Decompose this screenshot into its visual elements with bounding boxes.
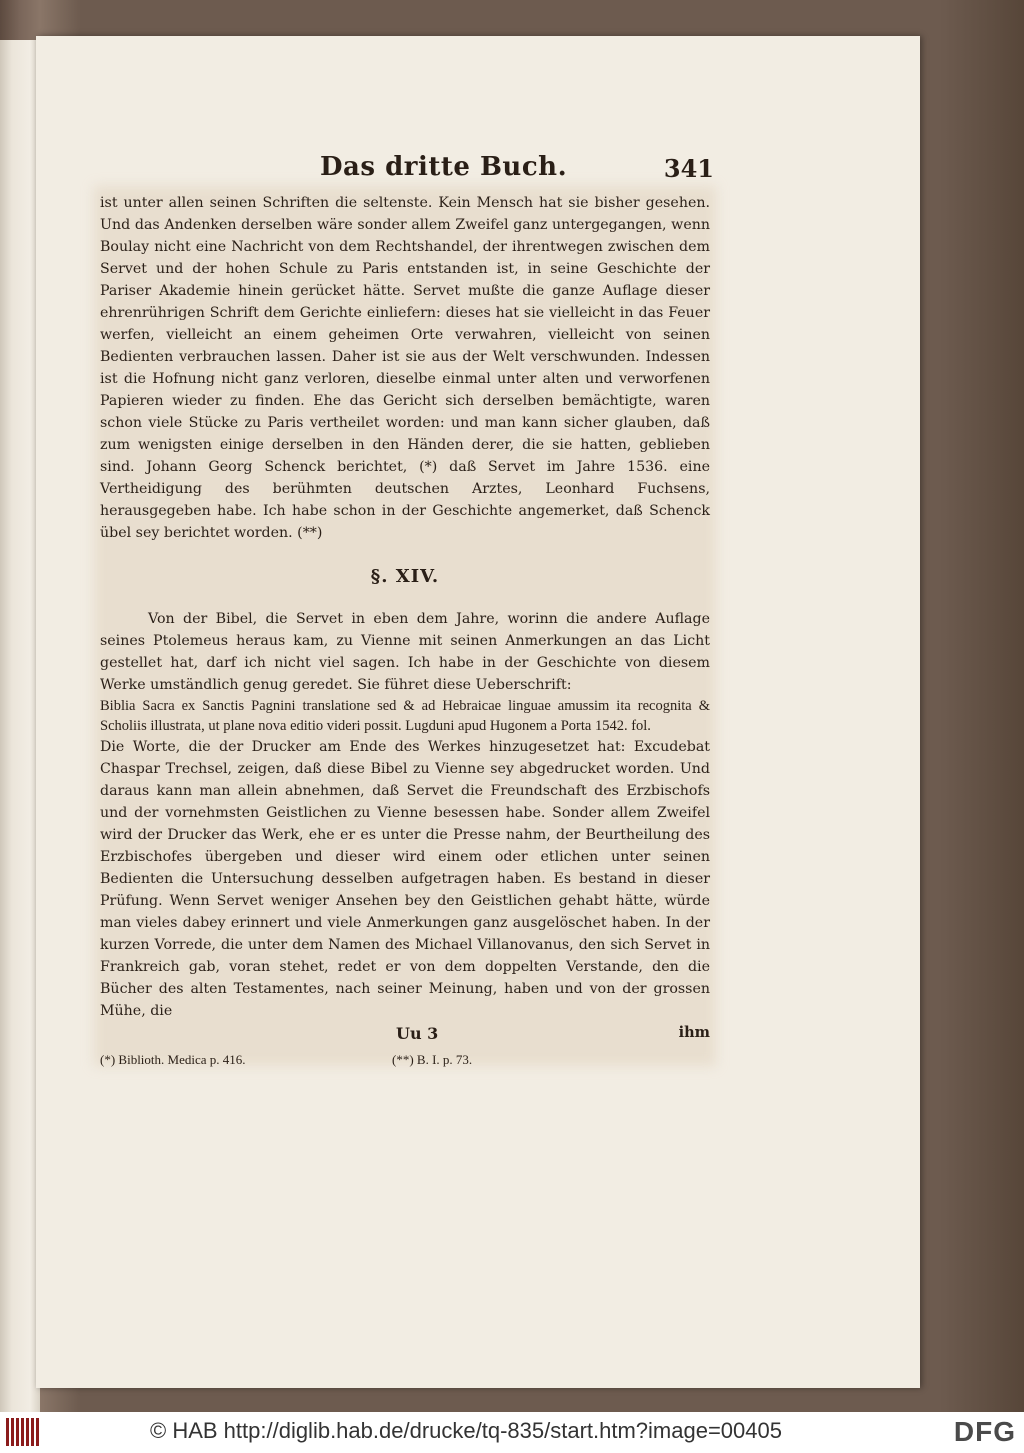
book-page	[36, 36, 920, 1388]
paragraph-3: Die Worte, die der Drucker am Ende des Werkes hinzugesetzet hat: Excudebat Chaspar Trechsel, zeigen, daß diese Bibel zu Vienne sey abgedrucket worden. Und daraus kann man allein abnehmen, daß Servet die Freundschaft des Erzbischofs und der vornehmsten Geistlichen zu Vienne besessen habe. Sonder allem Zweifel wird der Drucker das Werk, ehe er es unter die Presse nahm, der Beurtheilung des Erzbischofes übergeben und dieser wird einem oder etlichen unter seinen Bedienten die Untersuchung desselben aufgetragen haben. Es bestand in dieser Prüfung. Wenn Servet weniger Ansehen bey den Geistlichen gehabt hätte, würde man vieles dabey erinnert und viele Anmerkungen ganz ausgelöschet haben. In der kurzen Vorrede, die unter dem Namen des Michael Villanovanus, den sich Servet in Frankreich gab, voran stehet, redet er von dem doppelten Verstande, den die Bücher des alten Testamentes, nach seiner Meinung, haben und von der grossen Mühe, die	[100, 739, 710, 1019]
signature-mark: Uu 3	[396, 1024, 439, 1043]
running-title: Das dritte Buch.	[320, 152, 568, 182]
body-text	[100, 192, 710, 1022]
previous-page-edge	[0, 40, 40, 1412]
footnote-1: (*) Biblioth. Medica p. 416.	[100, 1052, 246, 1067]
page-number: 341	[663, 154, 714, 183]
page-content	[100, 152, 714, 1074]
page-footer	[100, 1024, 710, 1050]
catchword: ihm	[678, 1024, 710, 1041]
section-heading: §. XIV.	[370, 566, 440, 587]
credit-bar	[0, 1412, 1024, 1453]
latin-quotation: Biblia Sacra ex Sanctis Pagnini translatione sed & ad Hebraicae linguae amussim ita recognita & Scholiis illustrata, ut plane nova editio videri possit. Lugduni apud Hugonem a Porta 1542. fol.	[100, 698, 710, 734]
paragraph-1: ist unter allen seinen Schriften die seltenste. Kein Mensch hat sie bisher gesehen. Und das Andenken derselben wäre sonder allem Zweifel ganz untergegangen, wenn Boulay nicht eine Nachricht von dem Rechtshandel, der ihrentwegen zwischen dem Servet und der hohen Schule zu Paris entstanden ist, in seine Geschichte der Pariser Akademie hinein gerücket hätte. Servet mußte die ganze Auflage dieser ehrenrührigen Schrift dem Gerichte einliefern: dieses hat sie vielleicht in das Feuer werfen, vielleicht an einem geheimen Orte verwahren, vielleicht von seinen Bedienten verbrauchen lassen. Daher ist sie aus der Welt verschwunden. Indessen ist die Hofnung nicht ganz verloren, dieselbe einmal unter alten und verworfenen Papieren wieder zu finden. Ehe das Gericht sich derselben bemächtigte, waren schon viele Stücke zu Paris vertheilet worden: und man kann sicher glauben, daß zum wenigsten einige derselben in den Händen derer, die sie hatten, geblieben sind. Johann Georg Schenck berichtet, (*) daß Servet im Jahre 1536. eine Vertheidigung des berühmten deutschen Arztes, Leonhard Fuchsens, herausgegeben habe. Ich habe schon in der Geschichte angemerket, daß Schenck übel sey berichtet worden. (**)	[100, 195, 710, 541]
footnotes	[100, 1050, 710, 1074]
paragraph-2: Von der Bibel, die Servet in eben dem Jahre, worinn die andere Auflage seines Ptolemeus heraus kam, zu Vienne mit seinen Anmerkungen an das Licht gestellet hat, darf ich nicht viel sagen. Ich habe in der Geschichte von diesem Werke umständlich genug geredet. Sie führet diese Ueberschrift:	[100, 611, 710, 693]
hab-logo-icon	[6, 1418, 46, 1446]
page-header	[100, 152, 714, 192]
dfg-logo: DFG	[953, 1416, 1016, 1447]
credit-link[interactable]: © HAB http://diglib.hab.de/drucke/tq-835/start.htm?image=00405	[150, 1418, 782, 1443]
footnote-2: (**) B. I. p. 73.	[392, 1052, 473, 1067]
